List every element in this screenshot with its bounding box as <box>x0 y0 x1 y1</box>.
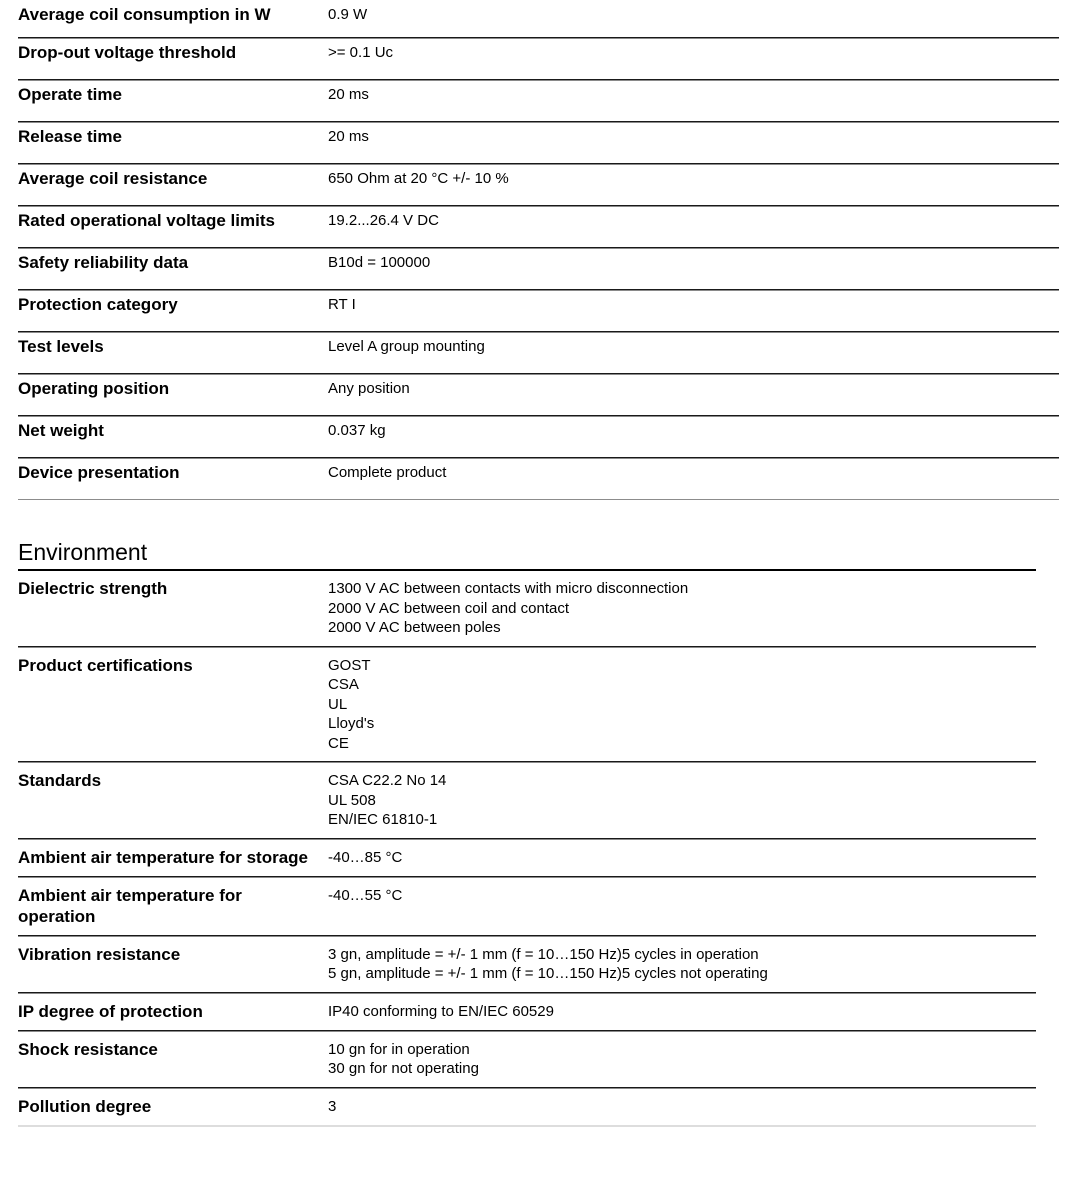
spec-row <box>18 458 1059 500</box>
spec-value-line: 3 gn, amplitude = +/- 1 mm (f = 10…150 Hz)5 cycles in operation <box>328 945 759 963</box>
spec-value-line: GOST <box>328 656 371 674</box>
spec-row <box>18 0 1059 38</box>
spec-value-line: CSA <box>328 676 359 693</box>
spec-value <box>328 168 1059 205</box>
spec-label: Safety reliability data <box>18 253 189 272</box>
spec-label: Test levels <box>18 337 104 356</box>
spec-label: Vibration resistance <box>18 944 181 964</box>
environment-heading: Environment <box>18 538 1036 571</box>
spec-value <box>328 4 1059 37</box>
spec-value <box>328 655 1036 754</box>
spec-value-line: 3 <box>328 1097 337 1115</box>
spec-value <box>328 294 1059 331</box>
spec-label: Product certifications <box>18 655 193 675</box>
spec-value <box>328 252 1059 289</box>
spec-value <box>328 578 1036 638</box>
spec-label: Dielectric strength <box>18 579 168 598</box>
spec-row <box>18 647 1036 763</box>
spec-label: Average coil consumption in W <box>18 5 271 24</box>
spec-row <box>18 122 1059 164</box>
spec-value <box>328 462 1059 499</box>
spec-row <box>18 993 1036 1031</box>
spec-value <box>328 126 1059 163</box>
spec-label: Shock resistance <box>18 1039 158 1059</box>
spec-value-line: CSA C22.2 No 14 <box>328 772 447 789</box>
spec-row <box>18 1088 1036 1127</box>
spec-value-line: 10 gn for in operation <box>328 1040 470 1058</box>
spec-value-line: 0.9 W <box>328 6 368 23</box>
spec-value-line: 20 ms <box>328 86 369 103</box>
spec-value-line: -40…55 °C <box>328 886 403 904</box>
spec-value-line: 1300 V AC between contacts with micro disconnection <box>328 580 689 597</box>
spec-value-line: -40…85 °C <box>328 848 403 866</box>
spec-label: Drop-out voltage threshold <box>18 43 237 62</box>
spec-label: Operating position <box>18 379 170 398</box>
spec-row <box>18 80 1059 122</box>
spec-value-line: CE <box>328 734 349 752</box>
spec-value <box>328 770 1036 830</box>
spec-value-line: >= 0.1 Uc <box>328 44 394 61</box>
spec-label: Protection category <box>18 295 178 314</box>
environment-spec-table <box>18 570 1036 1127</box>
spec-row <box>18 877 1036 936</box>
spec-row <box>18 290 1059 332</box>
spec-value <box>328 885 1036 927</box>
spec-label: Average coil resistance <box>18 169 208 188</box>
spec-row <box>18 839 1036 877</box>
spec-value-line: IP40 conforming to EN/IEC 60529 <box>328 1002 554 1020</box>
spec-label: Pollution degree <box>18 1096 152 1116</box>
spec-row <box>18 248 1059 290</box>
spec-row <box>18 570 1036 647</box>
spec-label: Ambient air temperature for operation <box>18 885 242 926</box>
spec-value-line: EN/IEC 61810-1 <box>328 811 438 828</box>
spec-value-line: UL <box>328 695 348 713</box>
spec-value-line: 2000 V AC between poles <box>328 619 501 636</box>
spec-row <box>18 206 1059 248</box>
spec-row <box>18 1031 1036 1088</box>
spec-value-line: 2000 V AC between coil and contact <box>328 599 569 617</box>
spec-value-line: Lloyd's <box>328 715 375 732</box>
spec-label: Device presentation <box>18 463 180 482</box>
spec-value-line: B10d = 100000 <box>328 254 431 271</box>
spec-value-line: Any position <box>328 380 410 397</box>
spec-value <box>328 1096 1036 1117</box>
spec-row <box>18 164 1059 206</box>
spec-label: Rated operational voltage limits <box>18 211 275 230</box>
spec-value <box>328 847 1036 868</box>
spec-value <box>328 378 1059 415</box>
spec-row <box>18 936 1036 993</box>
spec-label: Standards <box>18 771 102 790</box>
spec-label: IP degree of protection <box>18 1001 203 1021</box>
spec-row <box>18 374 1059 416</box>
spec-row <box>18 416 1059 458</box>
spec-row <box>18 762 1036 839</box>
spec-value-line: 5 gn, amplitude = +/- 1 mm (f = 10…150 Hz)5 cycles not operating <box>328 965 768 982</box>
spec-value <box>328 944 1036 984</box>
spec-value <box>328 1001 1036 1022</box>
spec-value-line: Level A group mounting <box>328 338 485 355</box>
main-spec-table <box>18 0 1059 500</box>
spec-value-line: RT I <box>328 296 356 313</box>
spec-value-line: 650 Ohm at 20 °C +/- 10 % <box>328 170 509 187</box>
spec-value <box>328 336 1059 373</box>
spec-value-line: 19.2...26.4 V DC <box>328 212 439 229</box>
spec-value <box>328 1039 1036 1079</box>
spec-label: Net weight <box>18 421 104 440</box>
spec-value-line: 30 gn for not operating <box>328 1060 479 1077</box>
spec-value <box>328 210 1059 247</box>
spec-row <box>18 38 1059 80</box>
spec-value-line: 0.037 kg <box>328 422 386 439</box>
spec-row <box>18 332 1059 374</box>
spec-label: Ambient air temperature for storage <box>18 847 309 867</box>
spec-value-line: Complete product <box>328 464 447 481</box>
spec-value-line: 20 ms <box>328 128 369 145</box>
spec-value <box>328 42 1059 79</box>
spec-label: Release time <box>18 127 122 146</box>
spec-label: Operate time <box>18 85 122 104</box>
spec-value <box>328 420 1059 457</box>
spec-value <box>328 84 1059 121</box>
spec-value-line: UL 508 <box>328 791 376 809</box>
